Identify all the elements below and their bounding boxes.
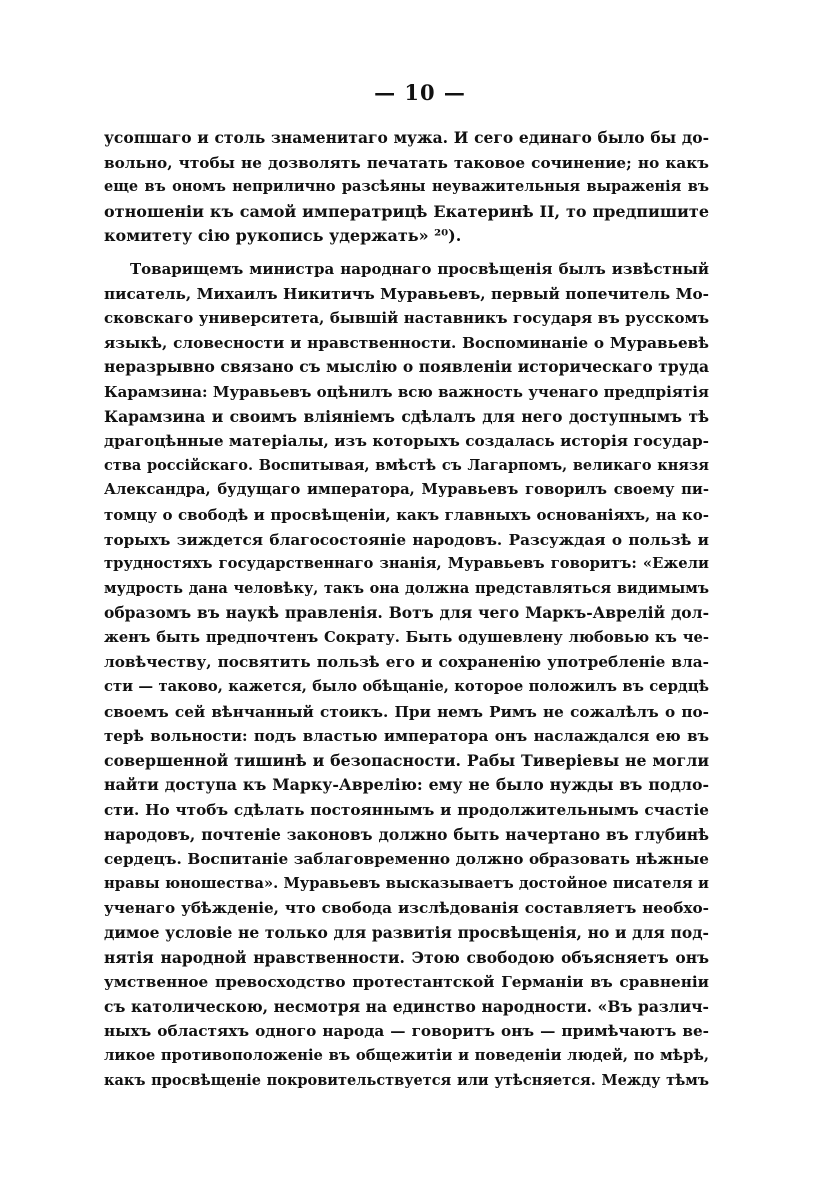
text-line: сковскаго университета, бывшій наставникъ государя въ русскомъ xyxy=(104,309,709,328)
text-line: ства россійскаго. Воспитывая, вмѣстѣ съ Лагарпомъ, великаго князя xyxy=(104,456,709,474)
text-line: языкѣ, словесности и нравственности. Воспоминаніе о Муравьевѣ xyxy=(104,333,709,352)
text-line: Карамзина: Муравьевъ оцѣнилъ всю важность ученаго предпріятія xyxy=(104,382,709,401)
text-line: ликое противоположеніе въ общежитіи и поведеніи людей, по мѣрѣ, xyxy=(104,1046,709,1064)
text-line: томцу о свободѣ и просвѣщеніи, какъ главныхъ основаніяхъ, на ко- xyxy=(104,505,709,524)
text-line: сердецъ. Воспитаніе заблаговременно должно образовать нѣжные xyxy=(104,850,709,869)
text-line: образомъ въ наукѣ правленія. Вотъ для чего Маркъ-Аврелій дол- xyxy=(104,603,709,623)
text-line: народовъ, почтеніе законовъ должно быть начертано въ глубинѣ xyxy=(104,824,709,844)
text-line: сти. Но чтобъ сдѣлать постояннымъ и продолжительнымъ счастіе xyxy=(104,801,709,820)
text-line: ловѣчеству, посвятить пользѣ его и сохраненію употребленіе вла- xyxy=(104,653,709,672)
text-line: найти доступа къ Марку-Аврелію: ему не было нужды въ подло- xyxy=(104,775,709,795)
text-line: вольно, чтобы не дозволять печатать таковое сочинение; но какъ xyxy=(104,153,709,172)
text-line: писатель, Михаилъ Никитичъ Муравьевъ, первый попечитель Мо- xyxy=(104,284,709,303)
text-line: трудностяхъ государственнаго знанія, Муравьевъ говоритъ: «Ежели xyxy=(104,555,709,573)
text-line: какъ просвѣщеніе покровительствуется или утѣсняется. Между тѣмъ xyxy=(104,1071,709,1089)
text-line: комитету сію рукопись удержать» ²⁰). xyxy=(104,226,462,246)
text-line: отношеніи къ самой императрицѣ Екатеринѣ II, то предпишите xyxy=(104,201,709,221)
text-line: неразрывно связано съ мыслію о появленіи историческаго труда xyxy=(104,357,709,377)
text-line: терѣ вольности: подъ властью императора онъ наслаждался ею въ xyxy=(104,727,709,746)
text-line: съ католическою, несмотря на единство народности. «Въ различ- xyxy=(104,996,709,1016)
text-line: совершенной тишинѣ и безопасности. Рабы Тиверіевы не могли xyxy=(104,750,709,770)
body-text xyxy=(104,126,709,1093)
text-line: усопшаго и столь знаменитаго мужа. И сего единаго было бы до- xyxy=(104,128,709,147)
paragraph-2 xyxy=(104,257,709,1093)
text-line: женъ быть предпочтенъ Сократу. Быть одушевлену любовью къ че- xyxy=(104,628,709,646)
text-line: умственное превосходство протестантской Германіи въ сравненіи xyxy=(104,973,709,992)
text-line: нятія народной нравственности. Этою свободою объясняетъ онъ xyxy=(104,947,709,967)
text-line: Товарищемъ министра народнаго просвѣщенія былъ извѣстный xyxy=(130,259,709,278)
text-line: мудрость дана человѣку, такъ она должна представляться видимымъ xyxy=(104,579,709,597)
text-line: сти — таково, кажется, было обѣщаніе, которое положилъ въ сердцѣ xyxy=(104,678,709,696)
text-line: своемъ сей вѣнчанный стоикъ. При немъ Римъ не сожалѣлъ о по- xyxy=(104,702,709,721)
page-number: — 10 — xyxy=(374,80,466,105)
text-line: ученаго убѣжденіе, что свобода изслѣдованія составляетъ необхо- xyxy=(104,899,709,918)
text-line: еще въ ономъ неприлично разсѣяны неуважительныя выраженія въ xyxy=(104,178,709,196)
text-line: ныхъ областяхъ одного народа — говоритъ онъ — примѣчаютъ ве- xyxy=(104,1022,709,1041)
text-line: Александра, будущаго императора, Муравьевъ говорилъ своему пи- xyxy=(104,481,709,499)
text-line: димое условіе не только для развитія просвѣщенія, но и для под- xyxy=(104,923,709,942)
paragraph-1 xyxy=(104,126,709,249)
text-line: торыхъ зиждется благосостояніе народовъ. Разсуждая о пользѣ и xyxy=(104,530,709,549)
text-line: Карамзина и своимъ вліяніемъ сдѣлалъ для него доступнымъ тѣ xyxy=(104,406,709,426)
text-line: нравы юношества». Муравьевъ высказываетъ достойное писателя и xyxy=(104,874,709,892)
text-line: драгоцѣнные матеріалы, изъ которыхъ создалась исторія государ- xyxy=(104,432,709,451)
